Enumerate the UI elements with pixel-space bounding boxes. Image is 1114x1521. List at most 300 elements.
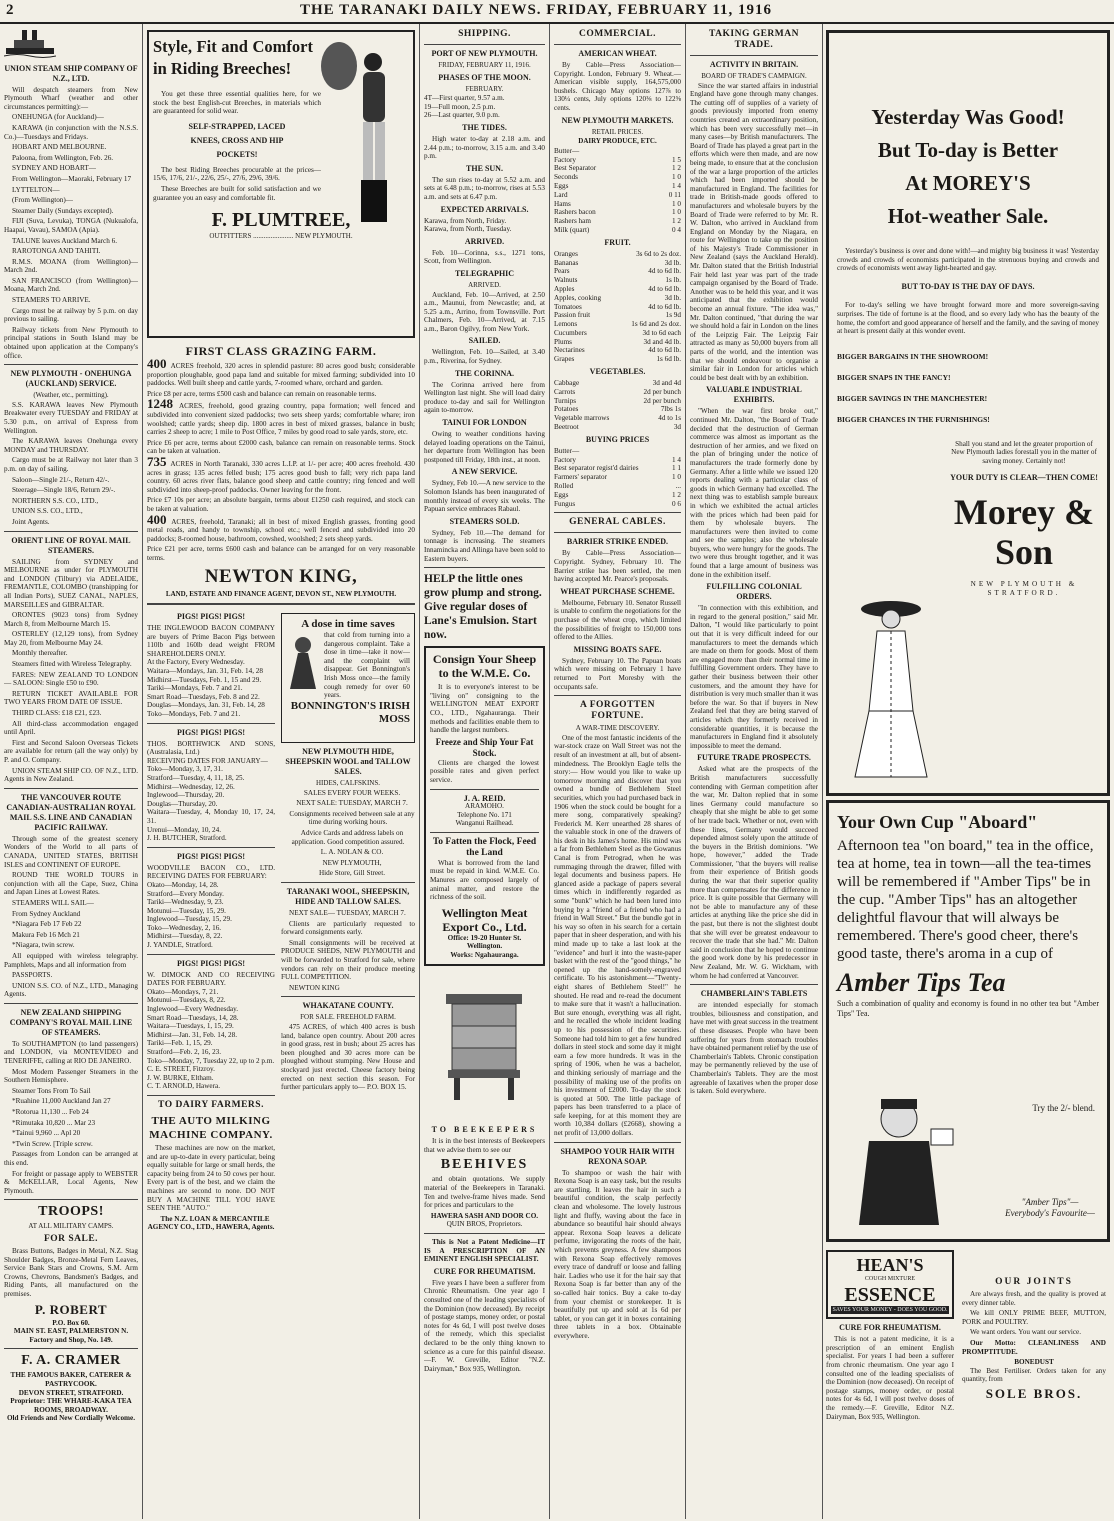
address-line: MAIN ST. EAST, PALMERSTON N. <box>13 1327 129 1336</box>
price-row <box>554 500 681 509</box>
notice-line: LYTTELTON— <box>12 185 60 194</box>
price-row <box>554 267 681 276</box>
farm-listing-item <box>147 390 415 399</box>
sailor-drinking-tea-illustration <box>839 1089 989 1229</box>
notice-line: *Rimutaka 10,820 ... Mar 23 <box>12 1118 96 1127</box>
farm-description: Price £7 10s per acre; an absolute bargain, terms about £1250 cash required, and stock can be taken at valuation. <box>147 496 415 513</box>
column-rule <box>822 24 823 1519</box>
price-value: 1 0 <box>672 173 681 182</box>
price-item: Apples, cooking <box>554 293 602 302</box>
heans-slogan: SAVES YOUR MONEY - DOES YOU GOOD. <box>832 1306 948 1313</box>
right-notices <box>281 609 415 1234</box>
farm-description: Price £21 per acre, terms £600 cash and balance can be arranged for on very reasonable terms. <box>147 545 415 562</box>
morey-headline: At MOREY'S <box>905 171 1031 195</box>
schedule-line: Toko—Monday, 7, Tuesday 22, up to 2 p.m. <box>147 1056 275 1065</box>
notice-line: NEXT SALE— TUESDAY, MARCH 7. <box>289 909 406 917</box>
moon-line: 19—Full moon, 2.5 p.m. <box>424 102 496 111</box>
price-value: 1s 9d <box>665 311 681 320</box>
price-item: Plums <box>554 337 572 346</box>
board-of-trade-heading: BOARD OF TRADE'S CAMPAIGN. <box>701 72 807 80</box>
price-row <box>554 147 681 156</box>
plumtree-features <box>153 120 321 162</box>
price-row <box>554 276 681 285</box>
vegetable-price-table <box>554 379 681 432</box>
notice-line: UNION S.S. CO. of N.Z., LTD., Managing Agents. <box>4 981 138 999</box>
price-item: Lard <box>554 190 568 199</box>
german-trade-body: Since the war started affairs in industrial England have gone through many changes. The cutting off of supplies of a variety of goods previously imported from enemy countries created an extraordinary position, which has been very successfully met—in many cases—by British manufacturers. The Board of Trade has played a great part in the efforts which were then made, and are now being made, to ensure that at the conclusion of the war a large proportion of the articles which had been imported should be manufactured in England. The facilities for trade in British-made goods offered to manufacturers and wholesale buyers by the Board of Trade were referred to by Mr. R. W. Dalton, who arrived in Auckland from England on Monday by the Niagara, en route for Wellington to take up the position of his Majesty's Trade Commissioner in New Zealand (says the Auckland Herald). Mr. Dalton stated that the British Industrial Fair held last year was part of the trade campaign organised by the Board of Trade. Another was to be held this year, and it was anticipated that the exhibition would become an annual fixture. "The idea was," Mr. Dalton continued, "that during the war we should hold a fair in London on the lines of the Leipzig Fair. The Leipzig Fair attracted as many as 50,000 buyers from all parts of the world, and the intention was that we should endeavour to organise a similar fair in London for articles which could be best dealt with by an exhibition. <box>690 81 818 382</box>
cramer-name: F. A. CRAMER <box>21 1353 121 1369</box>
price-value: 3d lb. <box>664 293 681 302</box>
notice-line: Cargo must be at railway by 5 p.m. on day previous to sailing. <box>4 306 138 324</box>
address-line: Proprietor: THE WHARE-KAKA TEA ROOMS, BROADWAY. <box>10 1397 132 1414</box>
schedule-line: Stratford—Tuesday, 4, 11, 18, 25. <box>147 773 245 782</box>
fruit-price-table <box>554 250 681 364</box>
amber-logo: Amber Tips Tea <box>837 968 1006 997</box>
wme-ad <box>424 646 545 965</box>
notice-line: TALUNE leaves Auckland March 6. <box>12 236 118 245</box>
address-line: THE FAMOUS BAKER, CATERER & PASTRYCOOK. <box>10 1371 132 1388</box>
hand-pointing-illustration <box>286 633 320 693</box>
schedule-line: Stratford—Feb. 2, 16, 23. <box>147 1048 222 1056</box>
pigs4-lines <box>147 971 275 1091</box>
hawera-sash-name: HAWERA SASH AND DOOR CO. <box>430 1211 539 1220</box>
column-5 <box>690 26 818 1518</box>
auto-milking-body: These machines are now on the market, and are up-to-date in every particular, being equally suitable for large or small herds, the capacity being from 24 to 50 cows per hour. Every part is of the best, and we claim the machines are second to none. DO NOT BUY A MACHINE TILL YOU HAVE SEEN THE "AUTO." <box>147 1143 275 1213</box>
beekeepers-heading: TO BEEKEEPERS <box>431 1125 538 1135</box>
sun-body: The sun rises to-day at 5.52 a.m. and sets at 6.48 p.m.; to-morrow, rises at 5.53 a.m. and sets at 6.47 p.m. <box>424 175 545 201</box>
price-value: 1s lb. <box>665 276 681 285</box>
retail-heading: RETAIL PRICES. <box>591 127 644 136</box>
plumtree-body: You get these three essential qualities here, for we stock the best English-cut Breeches, in materials which are guaranteed for solid wear. <box>153 90 321 116</box>
price-item: Cucumbers <box>554 328 587 337</box>
cure-intro: This is Not a Patent Medicine—IT IS A PRESCRIPTION OF AN EMINENT ENGLISH SPECIALIST. <box>424 1237 545 1264</box>
price-item: Fungus <box>554 499 576 508</box>
arrival-line: Karawa, from North, Tuesday. <box>424 225 512 234</box>
price-item: Turnips <box>554 396 577 405</box>
price-value: 0 4 <box>672 225 681 234</box>
schedule-line: Midhirst—Tuesday, 8, 22. <box>147 932 223 941</box>
pigs4-heading: PIGS! PIGS! PIGS! <box>176 958 245 968</box>
price-value: 1s 6d lb. <box>656 355 681 364</box>
moon-line: 26—Last quarter, 9.0 p.m. <box>424 111 500 120</box>
morey-headlines <box>837 101 1099 233</box>
morey-town: NEW PLYMOUTH & STRATFORD. <box>970 580 1078 597</box>
price-value: 3d lb. <box>664 258 681 267</box>
shampoo-heading: SHAMPOO YOUR HAIR WITH REXONA SOAP. <box>560 1146 675 1166</box>
schedule-line: THE INGLEWOOD BACON COMPANY are buyers of Prime Bacon Pigs between 110lb and 160lb dead weight FROM SHAREHOLDERS ONLY. <box>147 624 275 658</box>
joints-heading: OUR JOINTS <box>995 1277 1073 1287</box>
dairy-produce-heading: DAIRY PRODUCE, ETC. <box>578 137 657 146</box>
telegraphic-body: Auckland, Feb. 10—Arrived, at 2.50 a.m., Maunui, from Newcastle; and, at 5.25 a.m., Arrino, from Townsville. Port Chalmers, Feb. 10—Arrived, at 7.15 a.m., Baron Ogilvy, from New York. <box>424 290 545 333</box>
lady-fashion-illustration <box>843 591 939 781</box>
notice-line: The KARAWA leaves Onehunga every MONDAY and THURSDAY. <box>4 437 138 454</box>
notice-line: *Niagara Feb 17 Feb 22 <box>12 920 82 929</box>
notice-line: Steerage—Single 18/6, Return 29/-. <box>12 486 116 495</box>
price-item: Rashers ham <box>554 217 591 226</box>
colonial-orders-heading: FULFILLING COLONIAL ORDERS. <box>706 582 802 602</box>
column-2 <box>147 26 415 1518</box>
notice-line: Steamers fitted with Wireless Telegraphy. <box>12 660 132 669</box>
fortune-heading: A FORGOTTEN FORTUNE. <box>580 700 655 722</box>
chamberlain-heading: CHAMBERLAIN'S TABLETS <box>700 989 808 999</box>
schedule-line: Smart Road—Tuesdays, Feb. 8 and 22. <box>147 692 260 701</box>
notice-line: SYDNEY AND HOBART— <box>12 164 96 173</box>
notice-line: KARAWA (in conjunction with the N.S.S. Co.)—Tuesdays and Fridays. <box>4 123 138 141</box>
price-value: 0 11 <box>668 190 681 199</box>
price-value: 0 6 <box>672 499 681 508</box>
notice-line: For freight or passage apply to WEBSTER & McKELLAR, Local Agents, New Plymouth. <box>4 1169 138 1195</box>
wool-sales-heading: TARANAKI WOOL, SHEEPSKIN, HIDE AND TALLOW SALES. <box>286 887 410 906</box>
sun-heading: THE SUN. <box>466 163 503 173</box>
wheat-purchase-heading: WHEAT PURCHASE SCHEME. <box>560 586 675 596</box>
schedule-line: Midhirst—Jan. 31, Feb. 14, 28. <box>147 1030 238 1039</box>
farm-listing-item <box>147 439 415 456</box>
amber-footer: Such a combination of quality and economy is found in no other tea but "Amber Tips" Tea. <box>837 999 1099 1018</box>
morey-headline: Hot-weather Sale. <box>887 204 1049 228</box>
price-item: Butter— <box>554 446 580 455</box>
bigger-line: BIGGER BARGAINS IN THE SHOWROOM! <box>837 351 989 361</box>
pig-notices <box>147 609 275 1234</box>
plumtree-heading: Style, Fit and Comfort in Riding Breeches! <box>153 37 313 78</box>
masthead <box>0 0 1114 24</box>
wme-office: Office: 19-20 Hunter St. Wellington. <box>447 933 522 951</box>
commercial-heading: COMMERCIAL. <box>578 29 656 39</box>
plumtree-name: F. PLUMTREE, <box>211 209 351 232</box>
price-row <box>554 303 681 312</box>
schedule-line: Toko—Wednesday, 2, 16. <box>147 923 222 932</box>
notice-line: *Twin Screw. [Triple screw. <box>12 1139 93 1148</box>
farm-acreage: 400 <box>147 356 171 371</box>
telegraphic-heading: TELEGRAPHIC <box>454 268 515 278</box>
price-row <box>554 346 681 355</box>
price-item: Eggs <box>554 181 569 190</box>
bigger-line: BIGGER SNAPS IN THE FANCY! <box>837 372 951 382</box>
fortune-body: One of the most fantastic incidents of the war-stock craze on Wall Street was not the result of an investment at all, but of absent-mindedness. The Brooklyn Eagle tells the story:— How would you like to wake up tomorrow morning and discover that you owned a bundle of Bethlehem Steel securities, which you had purchased back in 1906 when the stock could be bought for a mere song, comparatively speaking? Frederick M. Kerr unearthed 28 shares of the valuable stock in one of the drawers of his desk in his James's home. His mind was a far from Bethlehem Steel as the Gowanus Canal is from Petrograd, when he was rummaging through the drawer, filled with legal documents and business papers. He glanced aside a package of papers several times which in indifferently regarded as some "bunk" which he had been lured into buying by a "friend of a friend who had a friend in Wall Street." But the bundle got in his way so often in his search for a certain paper that in sheer desperation, and with his mind made up to take a last look at the "evidence" and hurl it into the waste-paper basket with the rest of the "good things," he opened up the hand-somely-engraved certificate. To his astonishment—"Twenty-eight shares of Bethlehem Steel!" he shouted. He read and re-read the document to make sure that it wasn't a hallucination. But sure enough, everything was all right, and he recalled the whole incident leading up to his possession of the securities. Someone had told him to get a few hundred dollars in steel stock and some day it might earn a few more hundreds. It was in the spring of 1906, when he was a bachelor, and thinking seriously of marriage and the possibility of making use of the profits on his investment of £2000. To-day the stock is quoted at 500. The little package of papers has been transferred to a place of safe keeping, for at this moment they are worth 10,384 dollars (£2668), showing a net profit of 13,000 dollars. <box>554 733 681 1138</box>
notice-line: THIRD CLASS: £18 £21, £23. <box>12 709 102 718</box>
price-item: Oranges <box>554 249 578 258</box>
onehunga-subheading: (Weather, etc., permitting). <box>33 391 109 400</box>
notice-line: *Tainui 9,960 ... Apl 20 <box>12 1129 81 1138</box>
price-value: 2d per bunch <box>643 387 681 396</box>
auto-milking-agency: The N.Z. LOAN & MERCANTILE AGENCY CO., LTD., HAWERA, Agents. <box>147 1214 275 1232</box>
joints-motto: Our Motto: CLEANLINESS AND PROMPTITUDE. <box>962 1338 1106 1356</box>
price-value: 1 2 <box>672 164 681 173</box>
bigger-line: BIGGER SAVINGS IN THE MANCHESTER! <box>837 393 988 403</box>
notice-line: (From Wellington)— <box>12 196 73 205</box>
notice-line: SAILING from SYDNEY and MELBOURNE as under for PLYMOUTH and LONDON (Tilbury) via ADELAIDE, FREMANTLE, COLOMBO (transhipping for all Indian Ports), SUEZ CANAL, NAPLES, MARSEILLES and GIBRALTAR. <box>4 557 138 609</box>
farm-listing-item <box>147 496 415 513</box>
nzshipping-heading: NEW ZEALAND SHIPPING COMPANY'S ROYAL MAIL LINE OF STEAMERS. <box>9 1007 133 1037</box>
barrier-body: By Cable—Press Association—Copyright. Sydney, February 10. The Barrier strike has been settled, the men having accepted Mr. Pearce's proposals. <box>554 549 681 584</box>
price-value: 1s 6d and 2s doz. <box>631 320 681 329</box>
notice-line: Through some of the greatest scenery Wonders of the World to all parts of CANADA, UNITED STATES, BRITISH ISLES and CONTINENT OF EUROPE. <box>4 834 138 869</box>
amber-heading: Your Own Cup "Aboard" <box>837 812 1038 832</box>
notice-line: Steamer Daily (Sundays excepted). <box>12 206 114 215</box>
missing-boats-heading: MISSING BOATS SAFE. <box>573 644 662 654</box>
schedule-line: Tariki—Wednesday, 9, 23. <box>147 898 224 907</box>
lanes-emulsion-ad: HELP the little ones grow plump and strong. Give regular doses of Lane's Emulsion. Start now. <box>424 573 542 642</box>
morey-headline: But To-day is Better <box>877 138 1059 162</box>
notice-line: Clients are particularly requested to forward consignments early. <box>281 919 415 937</box>
notice-line: Joint Agents. <box>12 517 50 526</box>
sole-brothers: SOLE BROS. <box>985 1385 1083 1401</box>
price-item: Passion fruit <box>554 311 591 320</box>
price-item: Best Separator <box>554 164 597 173</box>
beehive-illustration <box>424 970 545 1120</box>
column-6 <box>826 26 1110 1518</box>
wme-freeze: Freeze and Ship Your Fat Stock. <box>435 736 534 758</box>
fatten-heading: To Fatten the Flock, Feed the Land <box>432 836 537 858</box>
auto-milking-heading: THE AUTO MILKING MACHINE COMPANY. <box>149 1114 273 1141</box>
price-row <box>554 491 681 500</box>
price-item: Factory <box>554 155 576 164</box>
notice-line: From Sydney Auckland <box>12 909 81 918</box>
farm-description: ACRES, freehold, Taranaki; all in best of mixed English grasses, fronting good metal roads, and handy to township, school etc.; well fenced and subdivided into 20 paddocks; 8-roomed house, bathroom, cowshed, woolshed; 2 sets sheep yards. <box>147 517 415 543</box>
column-4 <box>554 26 681 1518</box>
schedule-line: Inglewood—Thursday, 20. <box>147 791 225 800</box>
bonnington-ad <box>281 613 415 743</box>
sailed-heading: SAILED. <box>468 336 501 346</box>
farm-listing-item <box>147 356 415 388</box>
schedule-line: Waitara—Tuesday, 4, Monday 10, 17, 24, 31. <box>147 808 275 825</box>
price-item: Lemons <box>554 320 578 329</box>
schedule-line: Tariki—Mondays, Feb. 7 and 21. <box>147 684 243 693</box>
price-value: 3s 6d to 2s doz. <box>636 249 681 258</box>
beekeepers-body: It is in the best interests of Beekeepers that we advise them to see our <box>424 1137 545 1154</box>
markets-heading: NEW PLYMOUTH MARKETS. <box>561 115 674 125</box>
price-row <box>554 423 681 432</box>
farm-acreage: 735 <box>147 453 171 469</box>
bonnington-name: BONNINGTON'S IRISH MOSS <box>290 699 410 725</box>
schedule-line: Tariki—Feb. 1, 15, 29. <box>147 1039 213 1048</box>
farm-acreage: 400 <box>147 511 172 527</box>
farm-description: ACRES in North Taranaki, 330 acres L.I.P. at 1/- per acre; 400 acres freehold. 430 acres in grass; 135 acres felled bush; 175 acres good bush to fall; very rich papa land country. 60 acres river flats, balance good sheep and cattle country; ring fenced and well subdivided into sheep-proof paddocks. Owner leaving for the front. <box>147 459 415 494</box>
price-row <box>554 414 681 423</box>
price-value: 4d to 6d lb. <box>648 284 681 293</box>
farm-heading: FIRST CLASS GRAZING FARM. <box>185 344 377 358</box>
price-item: Rolled <box>554 482 574 491</box>
heans-sub: COUGH MIXTURE <box>864 1276 916 1282</box>
right-small-ads <box>962 1274 1106 1423</box>
notice-line: Railway tickets from New Plymouth to principal stations in South Island may be obtained upon application at the Company's office. <box>4 325 138 360</box>
price-row <box>554 320 681 329</box>
nzshipping-lines <box>4 1040 138 1196</box>
bonnington-heading: A dose in time saves <box>301 618 395 631</box>
price-row <box>554 311 681 320</box>
morey-today: BUT TO-DAY IS THE DAY OF DAYS. <box>901 281 1035 291</box>
joints-list: We kill ONLY PRIME BEEF, MUTTON, PORK and POULTRY. <box>962 1309 1106 1326</box>
price-value: 3d <box>673 423 681 432</box>
sailed-body: Wellington, Feb. 10—Sailed, at 3.40 p.m., Riverina, for Sydney. <box>424 348 545 366</box>
price-item: Eggs <box>554 490 569 499</box>
plumtree-note: These Breeches are built for solid satisfaction and we guarantee you an easy and comfortable fit. <box>153 184 321 202</box>
schedule-line: Toko—Monday, 3, 17, 31. <box>147 765 223 774</box>
new-service-body: Sydney, Feb 10.—A new service to the Solomon Islands has been inaugurated of monthly instead of every six weeks. The Papuan service embraces Rabaul. <box>424 479 545 514</box>
morey-duty: YOUR DUTY IS CLEAR—THEN COME! <box>950 472 1098 482</box>
pigs3-heading: PIGS! PIGS! PIGS! <box>176 851 245 861</box>
price-value: 1 5 <box>672 155 681 164</box>
union-heading: UNION STEAM SHIP COMPANY OF N.Z., LTD. <box>4 63 138 83</box>
missing-boats-body: Sydney, February 10. The Papuan boats which were missing on February 1 have returned to Port Moresby with the occupants safe. <box>554 656 681 691</box>
address-line: Old Friends and New Cordially Welcome. <box>6 1414 136 1423</box>
price-value: 1 2 <box>672 217 681 226</box>
schedule-line: Motunui—Tuesdays, 8, 22. <box>147 996 226 1005</box>
column-rule <box>549 24 550 1519</box>
pigs3-lines <box>147 864 275 950</box>
orient-heading: ORIENT LINE OF ROYAL MAIL STEAMERS. <box>11 535 131 555</box>
price-row <box>554 250 681 259</box>
colonial-orders-body: "In connection with this exhibition, and in regard to the general position," said Mr. Dalton, "I would like particularly to point out that it is very difficult indeed for our manufacturers to meet the demands which are made on them for goods. Most of them are engaged more than their normal time in fulfilling Government orders. They have to gather their business between their other customers, and the amount they have for distribution is very much smaller than it was before the war. So that if buyers in New Zealand feel that they are being starved of articles which they formerly received in considerable quantities, it is because the manufacturers in England find it absolutely impossible to meet the demand. <box>690 604 818 750</box>
steamers-sold-body: Sydney, Feb 10.—The demand for tonnage is increasing. The steamers Innamincka and Allinga have been sold to Eastern buyers. <box>424 528 545 563</box>
notice-line: *Ruahine 11,000 Auckland Jan 27 <box>12 1097 111 1106</box>
price-value: 1 0 <box>672 199 681 208</box>
schedule-line: Inglewood—Tuesday, 15, 29. <box>147 915 232 924</box>
hide-sales-heading: NEW PLYMOUTH HIDE, SHEEPSKIN WOOL and TALLOW SALES. <box>285 747 411 777</box>
beekeepers-body-2: and obtain quotations. We supply material of the Beekeepers in Taranaki. Ten and twelve-frame hives made. Send for prices and particulars to the <box>424 1175 545 1210</box>
notice-line: STEAMERS WILL SAIL— <box>12 898 94 907</box>
amber-try: Try the 2/- blend. <box>1032 1103 1095 1113</box>
notice-line: RAROTONGA AND TAHITI. <box>12 247 101 256</box>
chamberlain-body: are intended especially for stomach troubles, biliousness and constipation, and have met with great success in the treatment of these diseases. People who have been suffering for years from stomach troubles have obtained permanent relief by the use of Chamberlain's Tablets. Chronic constipation may be permanently relieved by the use of Chamberlain's Tablets. They are the most agreeable of laxatives when the proper dose is taken. Sold everywhere. <box>690 1001 818 1096</box>
schedule-line: J. YANDLE, Stratford. <box>147 941 213 950</box>
column-1 <box>4 26 138 1518</box>
price-value: 3d and 4d lb. <box>643 337 681 346</box>
schedule-line: THOS. BORTHWICK AND SONS, (Australasia, Ltd.) <box>147 739 275 757</box>
farm-listing-item <box>147 545 415 562</box>
price-row <box>554 294 681 303</box>
schedule-line: Douglas—Thursday, 20. <box>147 799 218 808</box>
fortune-subheading: A WAR-TIME DISCOVERY. <box>575 724 660 733</box>
notice-line: SAN FRANCISCO (from Wellington)—Moana, March 2nd. <box>4 276 138 294</box>
farm-description: ACRES freehold, 320 acres in splendid pasture: 80 acres good bush; considerable proportion ploughable, good papa land and suitable for mixed farming; subdivided into 10 paddocks. Well built sheep and cattle yards, 7-roomed whare, orchard and garden. <box>147 362 415 388</box>
joints-want: We want orders. You want our service. <box>970 1328 1081 1337</box>
wme-body: It is to everyone's interest to be "living on" consigning to the WELLINGTON MEAT EXPORT CO., LTD., Ngahauranga. Their methods and facilities enable them to handle the largest numbers. <box>430 683 539 735</box>
notice-line: UNION STEAM SHIP CO. OF N.Z., LTD. Agents in New Zealand. <box>4 766 138 784</box>
pigs2-lines <box>147 740 275 843</box>
cure-body: Five years I have been a sufferer from Chronic Rheumatism. One year ago I consulted one of the leading specialists of the Dominion (now deceased). By receipt of postage stamps, money order, or postal notes for 4s 6d, I will post twelve doses of the remedy, which this specialist declared to be the only thing known to science as a cure for this painful disease.—F. W. Greville, Editor "N.Z. Dairyman," Box 935, Wellington. <box>424 1278 545 1373</box>
farm-description: ACRES, freehold, good grazing country, papa formation; well fenced and subdivided into convenient sized paddocks; two sets sheep yards; comfortable whare; iron woolshed; cattle yards; sheep dip. 1800 acres in best of mixed grasses, balance in bush; carries 2 sheep to acre; 1 mile to Post Office, 7 miles by good road to sale yards, store, etc. <box>147 402 415 437</box>
price-item: Apples <box>554 284 575 293</box>
price-row <box>554 329 681 338</box>
valuable-exhibits-heading: VALUABLE INDUSTRIAL EXHIBITS. <box>706 385 802 405</box>
steamship-icon <box>4 26 56 58</box>
feature-line: POCKETS! <box>216 149 258 159</box>
newton-name: NEWTON KING, <box>204 566 358 588</box>
farm-listing-item <box>147 396 415 437</box>
price-row <box>554 208 681 217</box>
address-line: DEVON STREET, STRATFORD. <box>18 1388 124 1397</box>
bonedust-body: The Best Fertiliser. Orders taken for any quantity, from <box>962 1366 1106 1384</box>
masthead-title: THE TARANAKI DAILY NEWS. FRIDAY, FEBRUARY 11, 1916 <box>300 2 773 18</box>
schedule-line: RECEIVING DATES FOR JANUARY— <box>147 756 268 765</box>
notice-line: STEAMERS TO ARRIVE. <box>12 296 91 305</box>
price-value: 1 1 <box>672 464 681 473</box>
robert-name: P. ROBERT <box>34 1301 108 1317</box>
price-item: Milk (quart) <box>554 225 590 234</box>
price-value: 4d to 6d lb. <box>648 267 681 276</box>
cure2-body: This is not a patent medicine, it is a prescription of an eminent English specialist. For years I had been a sufferer from chronic rheumatism. One year ago I consulted one of the leading specialists of the Dominion (now deceased). On receipt of postage stamps, money order, or postal notes for 4s 6d, I will post twelve doses of the remedy.—F. Greville, Editor N.Z. Dairyman, Box 935, Wellington. <box>826 1335 954 1421</box>
troops-heading: TROOPS! <box>38 1204 104 1220</box>
vegetables-heading: VEGETABLES. <box>589 367 646 377</box>
schedule-line: Waitara—Tuesdays, 1, 15, 29. <box>147 1022 234 1031</box>
price-value: 4d to 1s <box>658 414 681 423</box>
morey-body-2: For to-day's selling we have brought forward more and more sovereign-saving surprises. The tide of fortune is at the flood, and so every lady who has the beauty of the home, the comfort and good appearance of herself and the family, and the saving of money at heart is present daily at this wonder event. <box>837 301 1099 336</box>
price-row <box>554 217 681 226</box>
vancouver-heading: THE VANCOUVER ROUTE CANADIAN-AUSTRALIAN ROYAL MAIL S.S. LINE AND CANADIAN PACIFIC RAILWAY. <box>6 792 136 832</box>
notice-line: ROUND THE WORLD TOURS in conjunction with all the Cape, Suez, China and Japan Lines at Lowest Rates. <box>4 871 138 897</box>
troops-subheading: AT ALL MILITARY CAMPS. <box>28 1222 114 1231</box>
morey-bigger-list <box>837 346 1099 430</box>
price-value: 3d to 6d each <box>642 328 681 337</box>
address-line: P.O. Box 60. <box>52 1318 90 1327</box>
farm-listing <box>147 356 415 562</box>
forsale-heading: FOR SALE. <box>43 1233 99 1244</box>
notice-line: PASSPORTS. <box>12 971 53 980</box>
steamers-sold-heading: STEAMERS SOLD. <box>449 516 520 526</box>
hawera-sash-subtitle: QUIN BROS, Proprietors. <box>446 1220 523 1229</box>
schedule-line: Okato—Monday, 14, 28. <box>147 880 219 889</box>
horse-rider-illustration <box>311 36 407 232</box>
schedule-line: Smart Road—Tuesdays, 14, 28. <box>147 1013 239 1022</box>
amber-favourite: "Amber Tips"— Everybody's Favourite— <box>1005 1197 1095 1218</box>
dairy-farmers-heading: TO DAIRY FARMERS. <box>158 1099 264 1110</box>
schedule-line: At the Factory, Every Wednesday. <box>147 658 245 667</box>
schedule-line: Motunui—Tuesday, 15, 29. <box>147 906 226 915</box>
cure2-heading: CURE FOR RHEUMATISM. <box>839 1323 941 1333</box>
fruit-heading: FRUIT. <box>604 237 631 247</box>
price-value: 4d to 6d lb. <box>648 302 681 311</box>
price-value: 1 0 <box>672 208 681 217</box>
price-item: Bananas <box>554 258 579 267</box>
notice-line: S.S. KARAWA leaves New Plymouth Breakwater every TUESDAY and FRIDAY at 5.30 p.m., on arrival of Express from Wellington. <box>4 400 138 435</box>
notice-line: First and Second Saloon Overseas Tickets are available for return (all the way only) by P. and O. Company. <box>4 738 138 764</box>
notice-line: Paloona, from Wellington, Feb. 26. <box>12 153 114 162</box>
arrived-heading: ARRIVED. <box>464 236 505 246</box>
price-row <box>554 355 681 364</box>
notice-line: Will despatch steamers from New Plymouth Wharf (weather and other circumstances permitting):— <box>4 85 138 111</box>
dairy-price-table <box>554 147 681 235</box>
price-row <box>554 173 681 182</box>
general-cables-heading: GENERAL CABLES. <box>569 517 666 528</box>
notice-line: OSTERLEY (12,129 tons), from Sydney May 20, from Melbourne May 24. <box>4 630 138 647</box>
wme-heading: Consign Your Sheep to the W.M.E. Co. <box>432 652 537 681</box>
price-row <box>554 191 681 200</box>
notice-line: FIJI (Suva, Levuka), TONGA (Nukualofa, Haapai, Vavau), SAMOA (Apia). <box>4 217 138 234</box>
farm-listing-item <box>147 511 415 544</box>
union-lines <box>4 86 138 361</box>
schedule-line: C. E. STREET, Fitzroy. <box>147 1065 215 1074</box>
reid-name: J. A. REID. <box>463 792 506 803</box>
notice-line: Saloon—Single 21/-, Return 42/-. <box>12 475 110 484</box>
schedule-line: Toko—Mondays, Feb. 7 and 21. <box>147 710 241 718</box>
tainui-body: Owing to weather conditions having delayed loading operations on the Tainui, her departure from Wellington has been postponed till Friday, 18th inst., at noon. <box>424 430 545 464</box>
moon-lines <box>424 94 545 120</box>
notice-line: Most Modern Passenger Steamers in the Southern Hemisphere. <box>4 1067 138 1085</box>
address-line: Factory and Shop, No. 149. <box>29 1335 113 1344</box>
notice-line: L. A. NOLAN & CO. <box>320 848 384 857</box>
amber-body: Afternoon tea "on board," tea in the office, tea at home, tea in town—all the tea-times will be remembered if "Amber Tips" be in the cup. "Amber Tips" has an altogether delightful flavour that will always be remembered. There's good cheer, there's good taste, there's aroma in a cup of <box>837 838 1094 962</box>
price-row <box>554 338 681 347</box>
future-trade-heading: FUTURE TRADE PROSPECTS. <box>697 753 811 763</box>
tides-body: High water to-day at 2.18 a.m. and 2.44 p.m.; to-morrow, 3.15 a.m. and 3.40 p.m. <box>424 134 545 161</box>
pigs1-heading: PIGS! PIGS! PIGS! <box>176 612 245 622</box>
port-date: FRIDAY, FEBRUARY 11, 1916. <box>438 61 531 69</box>
expected-heading: EXPECTED ARRIVALS. <box>440 204 529 214</box>
schedule-line: W. DIMOCK AND CO RECEIVING DATES FOR FEBRUARY. <box>147 970 275 988</box>
feature-line: SELF-STRAPPED, LACED <box>188 121 286 131</box>
price-row <box>554 226 681 235</box>
fatten-body: What is borrowed from the land must be repaid in kind. W.M.E. Co. Manures are composed largely of animal matter, and restore the richness of the soil. <box>430 858 539 902</box>
